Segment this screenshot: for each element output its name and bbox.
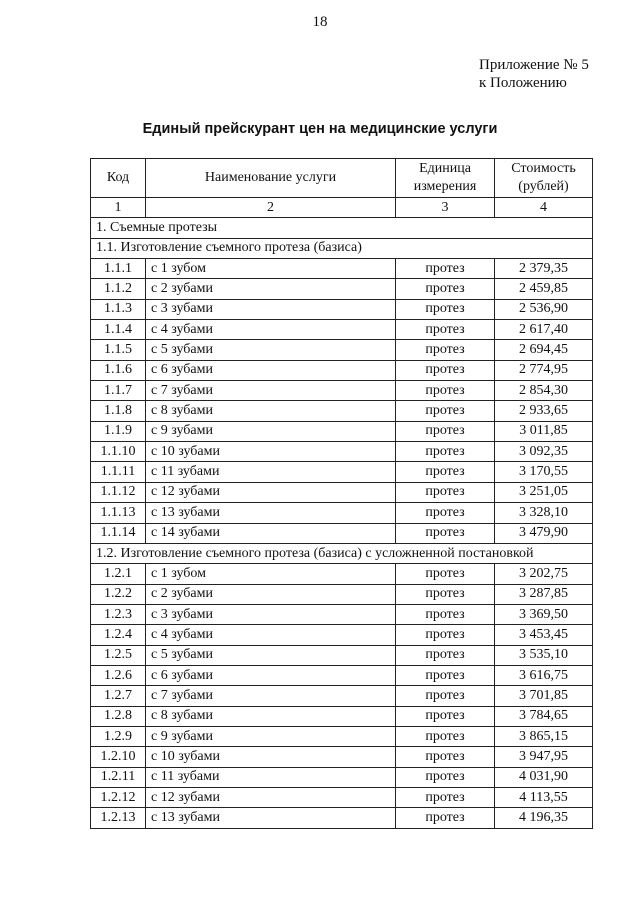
unit-of-measure: протез <box>396 665 495 685</box>
service-price: 3 328,10 <box>495 503 593 523</box>
appendix-line-2: к Положению <box>479 75 567 91</box>
service-price: 2 536,90 <box>495 299 593 319</box>
section-row <box>91 543 593 563</box>
unit-of-measure: протез <box>396 584 495 604</box>
unit-of-measure: протез <box>396 259 495 279</box>
service-price: 3 701,85 <box>495 686 593 706</box>
appendix-note <box>479 56 589 92</box>
unit-of-measure: протез <box>396 320 495 340</box>
unit-of-measure: протез <box>396 360 495 380</box>
service-code: 1.1.14 <box>91 523 146 543</box>
unit-of-measure: протез <box>396 564 495 584</box>
service-name: с 11 зубами <box>146 767 396 787</box>
service-code: 1.2.5 <box>91 645 146 665</box>
service-name: с 10 зубами <box>146 747 396 767</box>
appendix-line-1: Приложение № 5 <box>479 57 589 73</box>
service-name: с 13 зубами <box>146 503 396 523</box>
service-code: 1.1.10 <box>91 442 146 462</box>
header-service-name: Наименование услуги <box>146 159 396 198</box>
table-row <box>91 340 593 360</box>
table-row <box>91 747 593 767</box>
service-code: 1.2.1 <box>91 564 146 584</box>
table-row <box>91 808 593 828</box>
service-code: 1.1.7 <box>91 381 146 401</box>
unit-of-measure: протез <box>396 381 495 401</box>
table-row <box>91 706 593 726</box>
section-row <box>91 218 593 238</box>
column-number: 4 <box>495 198 593 218</box>
service-price: 4 196,35 <box>495 808 593 828</box>
table-body <box>91 218 593 828</box>
table-row <box>91 665 593 685</box>
table-row <box>91 686 593 706</box>
service-price: 3 287,85 <box>495 584 593 604</box>
table-row <box>91 787 593 807</box>
service-code: 1.1.4 <box>91 320 146 340</box>
service-code: 1.1.3 <box>91 299 146 319</box>
service-code: 1.2.9 <box>91 726 146 746</box>
service-code: 1.2.7 <box>91 686 146 706</box>
service-price: 2 774,95 <box>495 360 593 380</box>
page-number: 18 <box>312 14 328 30</box>
table-row <box>91 442 593 462</box>
table-row <box>91 421 593 441</box>
service-name: с 7 зубами <box>146 381 396 401</box>
unit-of-measure: протез <box>396 747 495 767</box>
service-name: с 1 зубом <box>146 259 396 279</box>
service-code: 1.1.6 <box>91 360 146 380</box>
service-price: 3 092,35 <box>495 442 593 462</box>
table-row <box>91 767 593 787</box>
service-name: с 3 зубами <box>146 299 396 319</box>
service-price: 3 369,50 <box>495 604 593 624</box>
unit-of-measure: протез <box>396 299 495 319</box>
service-code: 1.2.3 <box>91 604 146 624</box>
service-price: 3 784,65 <box>495 706 593 726</box>
table-row <box>91 584 593 604</box>
service-name: с 1 зубом <box>146 564 396 584</box>
service-price: 4 113,55 <box>495 787 593 807</box>
service-name: с 5 зубами <box>146 645 396 665</box>
service-name: с 3 зубами <box>146 604 396 624</box>
table-row <box>91 320 593 340</box>
section-row <box>91 238 593 258</box>
service-name: с 8 зубами <box>146 401 396 421</box>
service-price: 3 865,15 <box>495 726 593 746</box>
table-row <box>91 503 593 523</box>
unit-of-measure: протез <box>396 808 495 828</box>
table-header-row <box>91 159 593 198</box>
service-code: 1.2.6 <box>91 665 146 685</box>
service-price: 2 694,45 <box>495 340 593 360</box>
table-row <box>91 604 593 624</box>
service-code: 1.1.1 <box>91 259 146 279</box>
unit-of-measure: протез <box>396 482 495 502</box>
service-code: 1.1.11 <box>91 462 146 482</box>
table-row <box>91 401 593 421</box>
service-price: 3 170,55 <box>495 462 593 482</box>
service-name: с 4 зубами <box>146 625 396 645</box>
service-price: 3 202,75 <box>495 564 593 584</box>
table-row <box>91 462 593 482</box>
unit-of-measure: протез <box>396 706 495 726</box>
service-price: 2 933,65 <box>495 401 593 421</box>
service-name: с 9 зубами <box>146 726 396 746</box>
service-name: с 13 зубами <box>146 808 396 828</box>
table-row <box>91 259 593 279</box>
document-title: Единый прейскурант цен на медицинские услуги <box>142 121 498 137</box>
service-code: 1.2.10 <box>91 747 146 767</box>
service-price: 2 379,35 <box>495 259 593 279</box>
section-title: 1.1. Изготовление съемного протеза (базиса) <box>91 238 593 258</box>
service-name: с 8 зубами <box>146 706 396 726</box>
service-name: с 6 зубами <box>146 360 396 380</box>
service-code: 1.2.4 <box>91 625 146 645</box>
service-code: 1.1.8 <box>91 401 146 421</box>
service-code: 1.2.2 <box>91 584 146 604</box>
service-code: 1.1.2 <box>91 279 146 299</box>
service-price: 2 617,40 <box>495 320 593 340</box>
service-code: 1.2.12 <box>91 787 146 807</box>
service-code: 1.2.13 <box>91 808 146 828</box>
unit-of-measure: протез <box>396 462 495 482</box>
unit-of-measure: протез <box>396 401 495 421</box>
service-name: с 2 зубами <box>146 279 396 299</box>
unit-of-measure: протез <box>396 767 495 787</box>
service-code: 1.2.8 <box>91 706 146 726</box>
unit-of-measure: протез <box>396 523 495 543</box>
service-price: 2 854,30 <box>495 381 593 401</box>
service-name: с 14 зубами <box>146 523 396 543</box>
service-name: с 2 зубами <box>146 584 396 604</box>
header-price: Стоимость (рублей) <box>495 159 593 198</box>
unit-of-measure: протез <box>396 645 495 665</box>
service-code: 1.1.13 <box>91 503 146 523</box>
section-title: 1.2. Изготовление съемного протеза (базиса) с усложненной постановкой <box>91 543 593 563</box>
service-price: 4 031,90 <box>495 767 593 787</box>
table-row <box>91 645 593 665</box>
column-number: 2 <box>146 198 396 218</box>
service-price: 3 947,95 <box>495 747 593 767</box>
service-price: 2 459,85 <box>495 279 593 299</box>
service-name: с 12 зубами <box>146 787 396 807</box>
service-price: 3 616,75 <box>495 665 593 685</box>
service-code: 1.2.11 <box>91 767 146 787</box>
table-row <box>91 726 593 746</box>
unit-of-measure: протез <box>396 625 495 645</box>
unit-of-measure: протез <box>396 442 495 462</box>
table-row <box>91 299 593 319</box>
unit-of-measure: протез <box>396 787 495 807</box>
service-name: с 5 зубами <box>146 340 396 360</box>
table-row <box>91 279 593 299</box>
service-price: 3 479,90 <box>495 523 593 543</box>
table-row <box>91 360 593 380</box>
price-list-table <box>90 158 593 829</box>
service-price: 3 011,85 <box>495 421 593 441</box>
table-row <box>91 564 593 584</box>
service-name: с 10 зубами <box>146 442 396 462</box>
service-price: 3 535,10 <box>495 645 593 665</box>
unit-of-measure: протез <box>396 686 495 706</box>
column-number: 3 <box>396 198 495 218</box>
service-name: с 6 зубами <box>146 665 396 685</box>
service-name: с 11 зубами <box>146 462 396 482</box>
service-name: с 4 зубами <box>146 320 396 340</box>
service-name: с 12 зубами <box>146 482 396 502</box>
service-code: 1.1.9 <box>91 421 146 441</box>
service-code: 1.1.5 <box>91 340 146 360</box>
service-name: с 9 зубами <box>146 421 396 441</box>
section-title: 1. Съемные протезы <box>91 218 593 238</box>
unit-of-measure: протез <box>396 726 495 746</box>
column-number: 1 <box>91 198 146 218</box>
unit-of-measure: протез <box>396 279 495 299</box>
unit-of-measure: протез <box>396 421 495 441</box>
column-number-row <box>91 198 593 218</box>
unit-of-measure: протез <box>396 604 495 624</box>
service-price: 3 453,45 <box>495 625 593 645</box>
header-unit: Единица измерения <box>396 159 495 198</box>
table-row <box>91 523 593 543</box>
unit-of-measure: протез <box>396 340 495 360</box>
service-code: 1.1.12 <box>91 482 146 502</box>
unit-of-measure: протез <box>396 503 495 523</box>
table-row <box>91 625 593 645</box>
table-row <box>91 482 593 502</box>
header-code: Код <box>91 159 146 198</box>
table-row <box>91 381 593 401</box>
service-price: 3 251,05 <box>495 482 593 502</box>
service-name: с 7 зубами <box>146 686 396 706</box>
